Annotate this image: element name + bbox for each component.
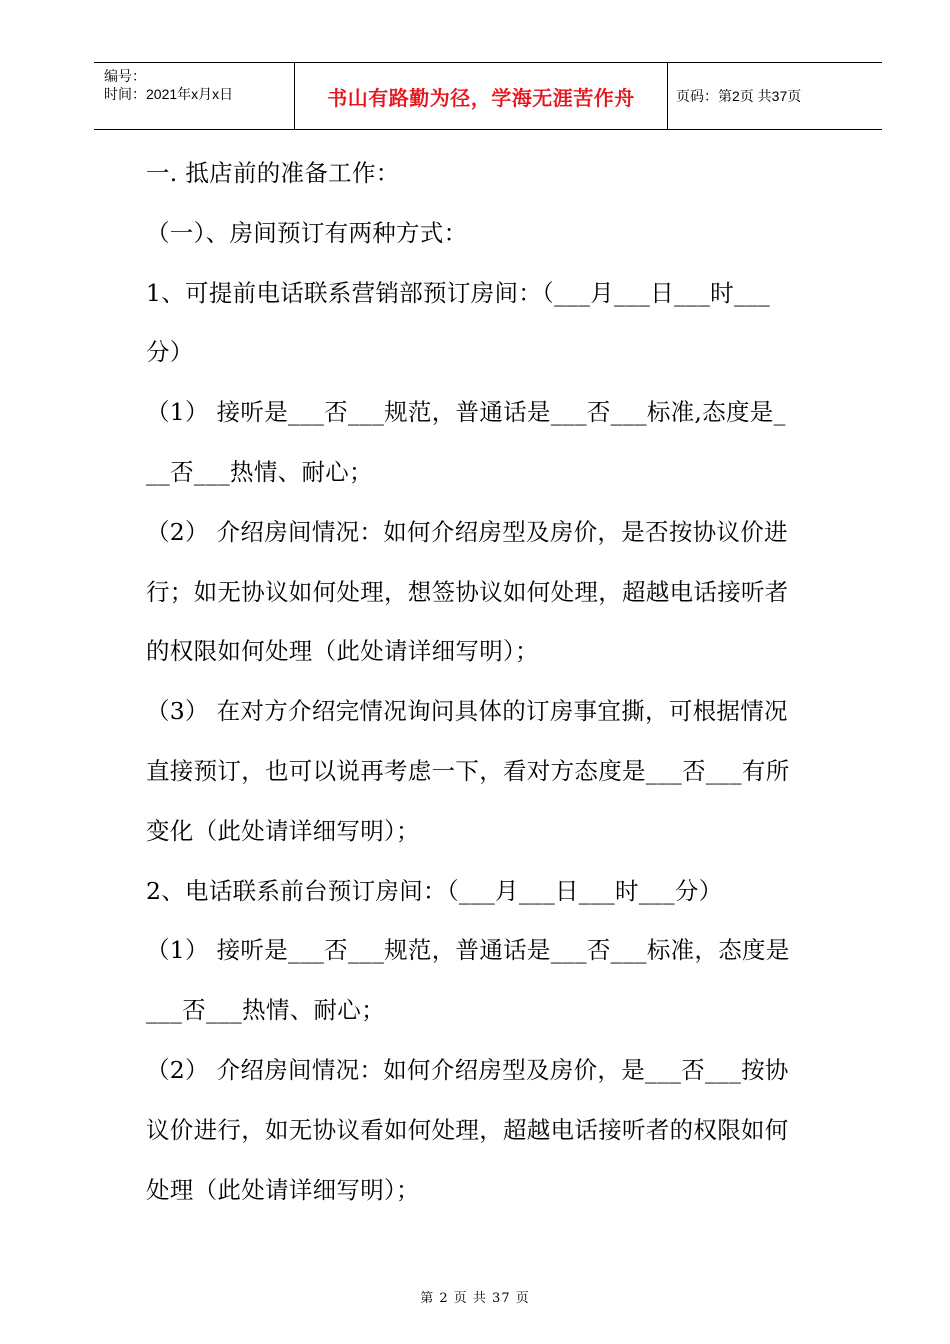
paragraph-line: 1、可提前电话联系营销部预订房间：（___月___日___时___ xyxy=(146,278,771,307)
serial-number-label: 编号： xyxy=(104,68,146,84)
paragraph-line: 分） xyxy=(146,338,194,367)
paragraph-line: 变化（此处请详细写明）； xyxy=(146,816,420,845)
header-page-cell xyxy=(668,63,882,129)
paragraph-line: 直接预订，也可以说再考虑一下，看对方态度是___否___有所 xyxy=(146,756,790,785)
section-heading: 一. 抵店前的准备工作： xyxy=(146,159,400,187)
paragraph-line: （3） 在对方介绍完情况询问具体的订房事宜撕，可根据情况 xyxy=(146,697,788,726)
paragraph-line: ___否___热情、耐心； xyxy=(146,996,385,1025)
paragraph-line: 议价进行，如无协议看如何处理，超越电话接听者的权限如何 xyxy=(146,1115,789,1144)
header-motto-cell xyxy=(295,63,668,129)
document-body xyxy=(146,150,836,1226)
paragraph-line: （2） 介绍房间情况：如何介绍房型及房价，是___否___按协 xyxy=(146,1055,789,1084)
header-meta-cell xyxy=(94,63,295,129)
paragraph-line: （2） 介绍房间情况：如何介绍房型及房价，是否按协议价进 xyxy=(146,517,788,546)
paragraph-line: 2、电话联系前台预订房间：（___月___日___时___分） xyxy=(146,876,723,905)
header-motto: 书山有路勤为径，学海无涯苦作舟 xyxy=(327,85,635,110)
paragraph-line: （1） 接听是___否___规范，普通话是___否___标准，态度是 xyxy=(146,936,790,965)
paragraph-line: __否___热情、耐心； xyxy=(146,457,373,486)
paragraph-line: （1） 接听是___否___规范，普通话是___否___标准,态度是_ xyxy=(146,398,786,427)
paragraph-line: 的权限如何处理（此处请详细写明）； xyxy=(146,637,539,666)
time-label: 时间：2021年x月x日 xyxy=(104,86,234,102)
paragraph-line: 处理（此处请详细写明）； xyxy=(146,1175,420,1204)
document-header xyxy=(94,62,882,130)
subsection-heading: （一）、房间预订有两种方式： xyxy=(146,218,468,247)
page-footer: 第 2 页 共 37 页 xyxy=(420,1291,530,1306)
paragraph-line: 行；如无协议如何处理，想签协议如何处理，超越电话接听者 xyxy=(146,577,789,606)
header-page-number: 页码：第2页 共37页 xyxy=(676,88,802,104)
